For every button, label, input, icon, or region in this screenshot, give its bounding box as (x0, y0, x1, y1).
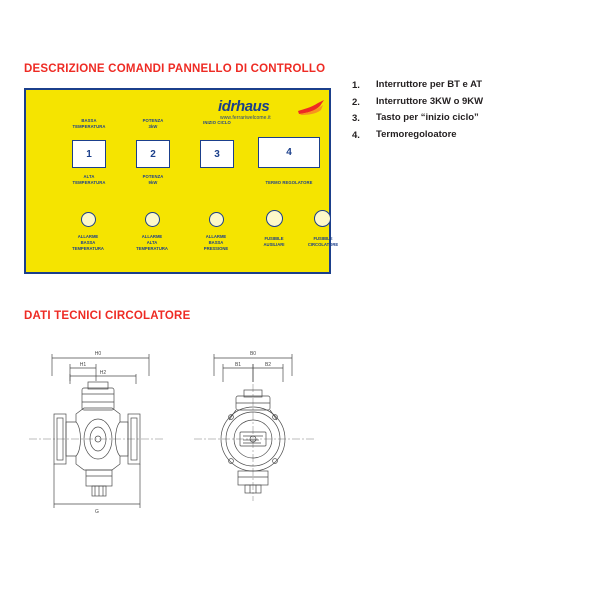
svg-text:B2: B2 (264, 362, 272, 368)
brand-url: www.ferrariwelcome.it (220, 115, 271, 121)
list-item (352, 113, 588, 124)
lamp-fusibile-ausiliari[interactable] (266, 210, 283, 227)
circulator-drawing-svg (24, 336, 334, 526)
svg-text:B0: B0 (249, 351, 257, 357)
lamp-allarme-bassa-temperatura (81, 212, 96, 227)
list-item (352, 97, 588, 108)
page-title-controls: DESCRIZIONE COMANDI PANNELLO DI CONTROLLO (24, 63, 326, 75)
switch-3-inizio-ciclo[interactable] (200, 140, 234, 168)
legend-label: Tasto per “inizio ciclo” (376, 112, 479, 123)
circulator-side-view (29, 351, 164, 515)
lamp-fusibile-circolatore[interactable] (314, 210, 331, 227)
lamp-allarme-bassa-pressione (209, 212, 224, 227)
technical-drawing (24, 336, 334, 526)
svg-text:G: G (95, 509, 99, 515)
legend-list (352, 80, 588, 146)
thermoregulator-display[interactable] (258, 137, 320, 168)
legend-number: 3. (352, 113, 360, 124)
switch-1-number: 1 (86, 148, 92, 160)
switch-2-bottom-label: POTENZA 9kW (142, 174, 164, 185)
list-item (352, 130, 588, 141)
lamp-2-label: ALLARME ALTA TEMPERATURA (136, 234, 168, 251)
brand-name: idrhaus (218, 98, 270, 115)
svg-text:B1: B1 (234, 362, 242, 368)
switch-2-top-label: POTENZA 3kW (142, 118, 164, 129)
switch-1-top-label: BASSA TEMPERATURA (72, 118, 106, 129)
legend-number: 1. (352, 80, 360, 91)
thermoregulator-label: TERMO REGOLATORE (265, 180, 313, 185)
svg-text:H0: H0 (94, 351, 102, 357)
legend-label: Interruttore 3KW o 9KW (376, 95, 484, 107)
svg-text:H1: H1 (79, 362, 87, 368)
lamp-allarme-alta-temperatura (145, 212, 160, 227)
svg-text:H2: H2 (99, 370, 107, 376)
legend-label: Interruttore per BT e AT (376, 79, 483, 90)
lamp-4-label: FUSIBILE AUSILIARI (263, 236, 285, 247)
page-title-technical: DATI TECNICI CIRCOLATORE (24, 310, 191, 322)
switch-2-number: 2 (150, 148, 156, 160)
flame-icon (296, 99, 326, 116)
lamp-3-label: ALLARME BASSA PRESSIONE (203, 234, 229, 251)
lamp-5-label: FUSIBILE CIRCOLATORE (307, 236, 339, 247)
lamp-1-label: ALLARME BASSA TEMPERATURA (72, 234, 104, 251)
switch-1-bottom-label: ALTA TEMPERATURA (72, 174, 106, 185)
legend-number: 4. (352, 129, 360, 141)
list-item (352, 80, 588, 91)
display-number: 4 (286, 147, 292, 158)
switch-1-bt-at[interactable] (72, 140, 106, 168)
switch-3-top-label: INIZIO CICLO (203, 120, 231, 125)
circulator-front-view (194, 351, 314, 501)
legend-label: Termoregoloatore (376, 128, 457, 140)
control-panel-diagram (24, 88, 339, 274)
switch-2-power[interactable] (136, 140, 170, 168)
legend-number: 2. (352, 96, 360, 108)
switch-3-number: 3 (214, 148, 220, 160)
